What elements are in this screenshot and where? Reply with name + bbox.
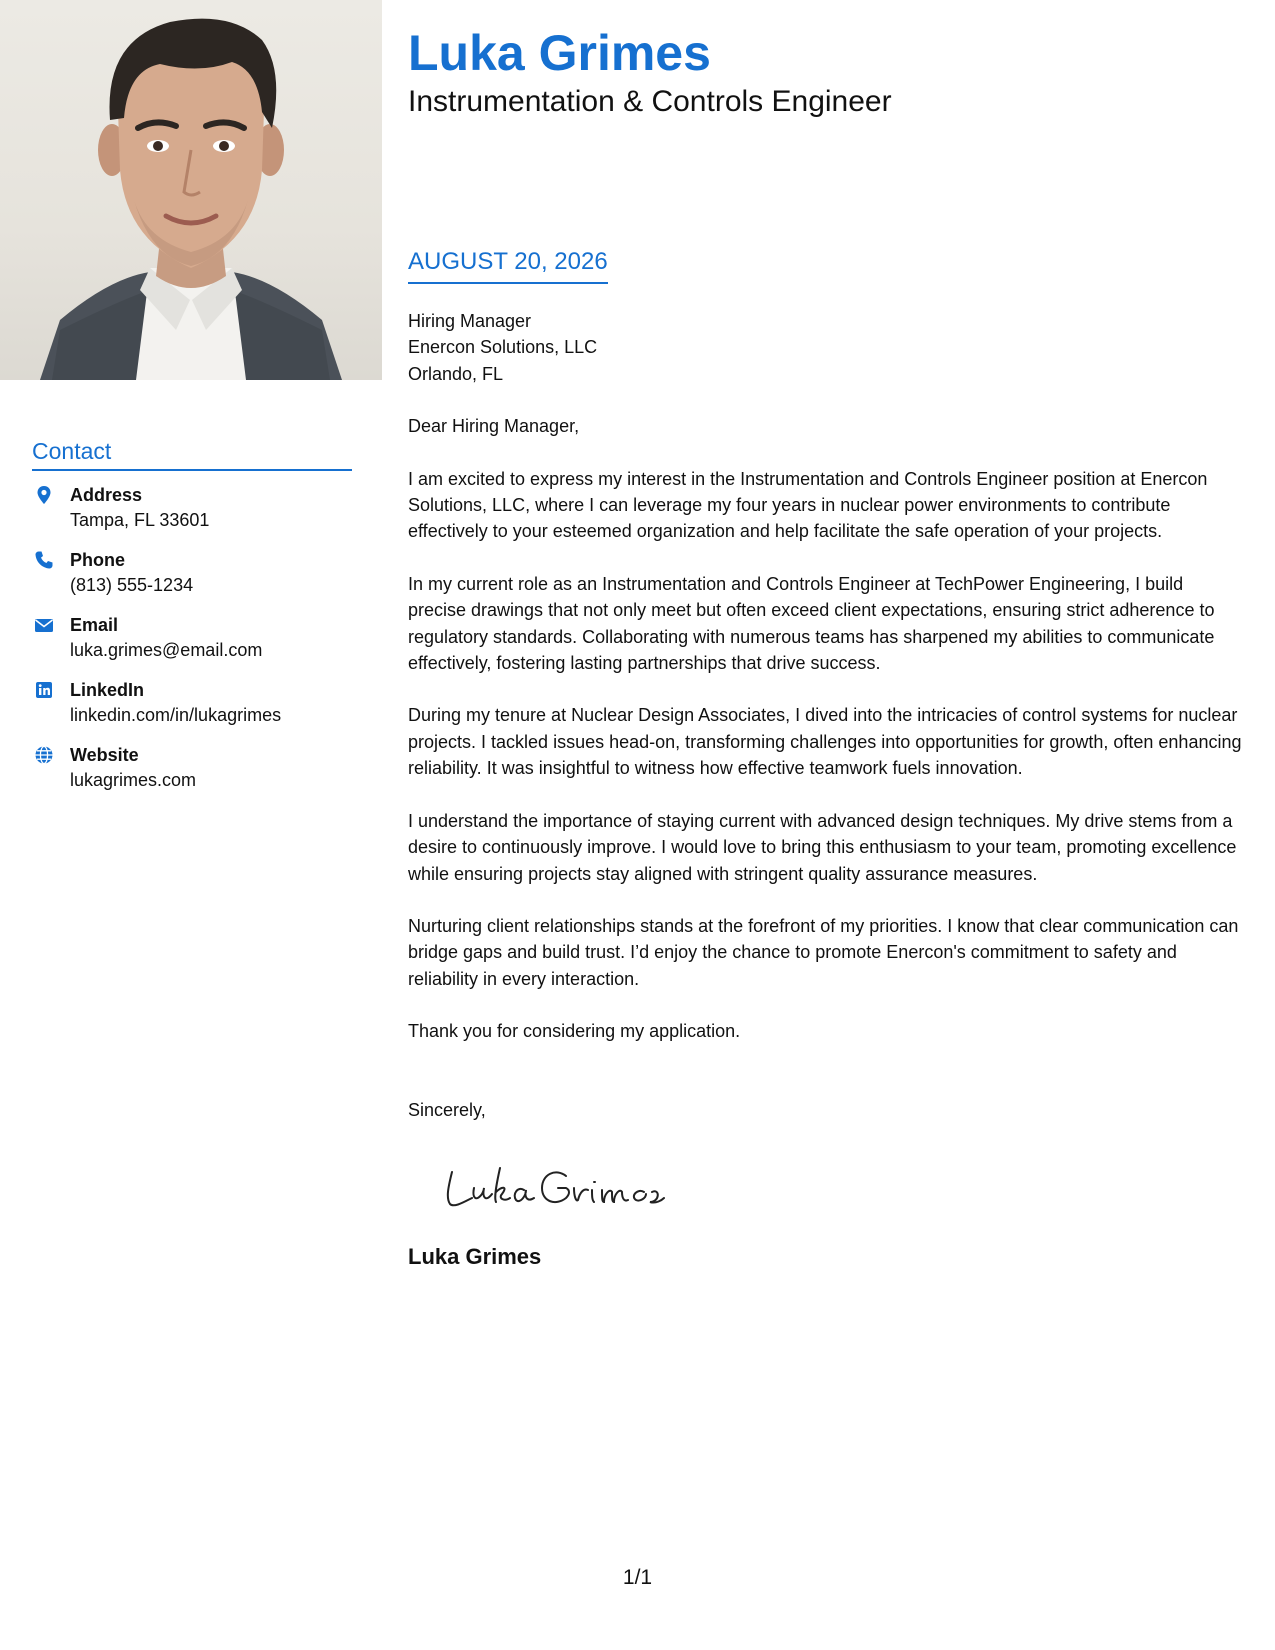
letter-paragraph: Nurturing client relationships stands at the forefront of my priorities. I know that clear communication can bridge gaps and build trust. I’d enjoy the chance to promote Enercon's commitment to safety and reliability in every interaction. — [408, 915, 1239, 989]
contact-linkedin — [32, 678, 352, 728]
letter-paragraph: I understand the importance of staying current with advanced design techniques. My drive stems from a desire to continuously improve. I would love to bring this enthusiasm to your team, promoting excellence while ensuring projects stay aligned with stringent quality assurance measures. — [408, 810, 1237, 884]
letter-paragraph: Thank you for considering my application. — [408, 1021, 741, 1042]
handwritten-signature — [438, 1158, 678, 1218]
letter-paragraph: I am excited to express my interest in the Instrumentation and Controls Engineer position at Enercon Solutions, LLC, where I can leverage my four years in nuclear power environments to contribute effectively to your esteemed organization and help facilitate the safe operation of your projects. — [408, 468, 1208, 542]
contact-linkedin-value[interactable]: linkedin.com/in/lukagrimes — [70, 705, 282, 725]
closing: Sincerely, — [408, 1099, 486, 1120]
contact-website-value[interactable]: lukagrimes.com — [70, 770, 197, 790]
letter-date: AUGUST 20, 2026 — [408, 248, 608, 284]
letter-date-wrap — [408, 248, 608, 284]
contact-website — [32, 743, 352, 793]
profile-photo — [0, 0, 382, 380]
letter-paragraph: During my tenure at Nuclear Design Associates, I dived into the intricacies of control systems for nuclear projects. I tackled issues head-on, transforming challenges into opportunities for growth, often enhancing reliability. It was insightful to witness how effective teamwork fuels innovation. — [408, 705, 1242, 779]
contact-heading: Contact — [32, 438, 352, 471]
contact-website-label: Website — [70, 745, 139, 765]
recipient-line: Hiring Manager — [408, 311, 532, 331]
applicant-name: Luka Grimes — [408, 25, 711, 81]
globe-icon — [34, 745, 54, 765]
contact-address-value: Tampa, FL 33601 — [70, 510, 210, 530]
contact-phone-label: Phone — [70, 550, 126, 570]
linkedin-icon — [34, 680, 54, 700]
page-indicator: 1/1 — [622, 1566, 653, 1589]
contact-phone-value: (813) 555-1234 — [70, 575, 194, 595]
contact-email-value[interactable]: luka.grimes@email.com — [70, 640, 263, 660]
location-pin-icon — [34, 485, 54, 505]
phone-icon — [34, 550, 54, 570]
recipient-block — [408, 308, 1246, 387]
letter-body — [408, 308, 1246, 1123]
contact-section — [32, 438, 352, 808]
contact-email-label: Email — [70, 615, 119, 635]
recipient-line: Enercon Solutions, LLC — [408, 337, 598, 358]
signed-name: Luka Grimes — [408, 1244, 542, 1269]
contact-address-label: Address — [70, 485, 143, 505]
applicant-title: Instrumentation & Controls Engineer — [408, 85, 892, 118]
contact-linkedin-label: LinkedIn — [70, 680, 145, 700]
contact-address — [32, 483, 352, 533]
contact-phone — [32, 548, 352, 598]
recipient-line: Orlando, FL — [408, 363, 504, 384]
salutation: Dear Hiring Manager, — [408, 416, 580, 437]
letter-paragraph: In my current role as an Instrumentation and Controls Engineer at TechPower Engineering, I build precise drawings that not only meet but often exceed client expectations, ensuring strict adherence to regulatory standards. Collaborating with numerous teams has sharpened my abilities to communicate effectively, fostering lasting partnerships that drive success. — [408, 573, 1215, 674]
envelope-icon — [34, 615, 54, 635]
contact-email — [32, 613, 352, 663]
